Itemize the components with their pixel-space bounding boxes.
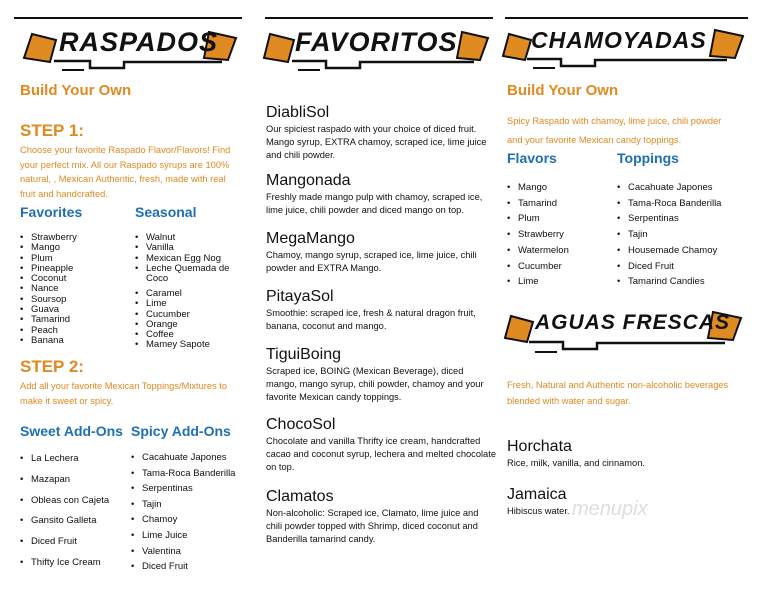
- flavors-heading: Flavors: [507, 150, 557, 166]
- list-item: • Banana: [20, 336, 130, 346]
- chamoyadas-build-heading: Build Your Own: [507, 82, 619, 99]
- seasonal-list-a: [135, 233, 243, 284]
- favorites-heading: Favorites: [20, 204, 83, 220]
- list-item: • Tajin: [617, 227, 747, 243]
- list-item: • Housemade Chamoy: [617, 243, 747, 259]
- list-item: • Plum: [20, 254, 130, 264]
- list-item: • Mamey Sapote: [135, 340, 243, 350]
- list-item: • Walnut: [135, 233, 243, 243]
- menu-item-description: Rice, milk, vanilla, and cinnamon.: [507, 458, 645, 468]
- menu-item: [266, 287, 496, 345]
- menu-item-name: Clamatos: [266, 488, 334, 505]
- list-item: • Tama-Roca Banderilla: [131, 466, 243, 482]
- menu-item: [266, 345, 496, 415]
- chamoyadas-text: Spicy Raspado with chamoy, lime juice, chili powder and your favorite Mexican candy toppings.: [507, 116, 722, 145]
- menu-item-name: PitayaSol: [266, 288, 334, 305]
- flavors-list: [507, 180, 612, 290]
- list-item: • Caramel: [135, 289, 243, 299]
- list-item: • Gansito Galleta: [20, 511, 132, 532]
- menu-item-name: MegaMango: [266, 230, 355, 247]
- menu-item: [266, 171, 496, 229]
- list-item: • Cacahuate Japones: [131, 450, 243, 466]
- list-item: • Leche Quemada de Coco: [135, 264, 243, 285]
- seasonal-list-b: [135, 289, 243, 351]
- top-rule-middle: [265, 17, 493, 19]
- toppings-heading: Toppings: [617, 150, 679, 166]
- sweet-addons-list: [20, 449, 132, 574]
- list-item: • Strawberry: [20, 233, 130, 243]
- menu-item-description: Freshly made mango pulp with chamoy, scraped ice, lime juice, chili powder and diced mango on top.: [266, 192, 483, 215]
- list-item: • Nance: [20, 284, 130, 294]
- list-item: • Thifty Ice Cream: [20, 553, 132, 574]
- list-item: • Cucumber: [507, 259, 612, 275]
- list-item: • Peach: [20, 326, 130, 336]
- list-item: • Mango: [507, 180, 612, 196]
- list-item: • Tamarind Candies: [617, 274, 747, 290]
- list-item: • Cucumber: [135, 310, 243, 320]
- list-item: • Lime: [135, 299, 243, 309]
- watermark: menupix: [572, 498, 648, 520]
- list-item: • Coconut: [20, 274, 130, 284]
- menu-item: [266, 103, 496, 171]
- step1-title: STEP 1:: [20, 121, 84, 140]
- menu-item-name: ChocoSol: [266, 416, 336, 433]
- list-item: • Tajin: [131, 497, 243, 513]
- menu-item: [266, 487, 496, 545]
- list-item: • Plum: [507, 211, 612, 227]
- seasonal-heading: Seasonal: [135, 204, 197, 220]
- spicy-addons-list: [131, 450, 243, 575]
- aguas-frescas-title: AGUAS FRESCAS: [535, 311, 731, 334]
- list-item: • Watermelon: [507, 243, 612, 259]
- list-item: • Lime Juice: [131, 528, 243, 544]
- aguas-intro: Fresh, Natural and Authentic non-alcoholic beverages blended with water and sugar.: [507, 380, 729, 406]
- step2-text: Add all your favorite Mexican Toppings/Mixtures to make it sweet or spicy.: [20, 381, 228, 406]
- menu-item-name: Horchata: [507, 438, 572, 455]
- chamoyadas-banner: [503, 24, 748, 72]
- list-item: • Guava: [20, 305, 130, 315]
- step2-title: STEP 2:: [20, 357, 84, 376]
- list-item: • Strawberry: [507, 227, 612, 243]
- menu-item-name: Mangonada: [266, 172, 351, 189]
- list-item: • Tama-Roca Banderilla: [617, 196, 747, 212]
- list-item: • Pineapple: [20, 264, 130, 274]
- menu-item-description: Our spiciest raspado with your choice of diced fruit. Mango syrup, EXTRA chamoy, scraped ice, lime juice and chili powder.: [266, 124, 487, 160]
- sweet-addons-heading: Sweet Add-Ons: [20, 423, 123, 439]
- list-item: • Vanilla: [135, 243, 243, 253]
- raspados-banner: [14, 24, 244, 72]
- menu-item-description: Hibiscus water.: [507, 506, 570, 516]
- favoritos-banner: [262, 24, 494, 72]
- list-item: • Valentina: [131, 544, 243, 560]
- favoritos-title: FAVORITOS: [295, 27, 458, 57]
- list-item: • Diced Fruit: [617, 259, 747, 275]
- menu-item-description: Chamoy, mango syrup, scraped ice, lime juice, chili powder and EXTRA Mango.: [266, 250, 477, 273]
- list-item: • Mexican Egg Nog: [135, 254, 243, 264]
- favorites-list: [20, 233, 130, 346]
- aguas-frescas-banner: [505, 306, 745, 356]
- list-item: • Diced Fruit: [20, 532, 132, 553]
- spicy-addons-heading: Spicy Add-Ons: [131, 423, 231, 439]
- list-item: • Diced Fruit: [131, 559, 243, 575]
- list-item: • Tamarind: [20, 315, 130, 325]
- menu-item-description: Non-alcoholic: Scraped ice, Clamato, lime juice and chili powder topped with Shrimp, diced coconut and Banderilla tamarind candy.: [266, 508, 479, 544]
- list-item: • Orange: [135, 320, 243, 330]
- menu-item-description: Smoothie: scraped ice, fresh & natural dragon fruit, banana, coconut and mango.: [266, 308, 476, 331]
- list-item: • Mango: [20, 243, 130, 253]
- raspados-build-heading: Build Your Own: [20, 82, 132, 99]
- top-rule-left: [14, 17, 242, 19]
- raspados-title: RASPADOS: [59, 27, 219, 57]
- menu-item-name: Jamaica: [507, 486, 567, 503]
- list-item: • Serpentinas: [131, 481, 243, 497]
- step1-text: Choose your favorite Raspado Flavor/Flavors! Find your perfect mix. All our Raspado syrups are 100% natural, , Mexican Authentic, fresh, made with real fruit and handcrafted.: [20, 145, 231, 199]
- menu-item-name: TiguiBoing: [266, 346, 342, 363]
- toppings-list: [617, 180, 747, 290]
- list-item: • Cacahuate Japones: [617, 180, 747, 196]
- menu-item: [266, 229, 496, 287]
- list-item: • Tamarind: [507, 196, 612, 212]
- menu-item-name: DiabliSol: [266, 104, 330, 121]
- list-item: • Obleas con Cajeta: [20, 491, 132, 512]
- list-item: • Serpentinas: [617, 211, 747, 227]
- favoritos-menu: [266, 103, 496, 545]
- menu-item: [507, 437, 737, 485]
- menu-item: [266, 415, 496, 487]
- list-item: • Coffee: [135, 330, 243, 340]
- chamoyadas-title: CHAMOYADAS: [531, 27, 707, 53]
- top-rule-right: [505, 17, 748, 19]
- list-item: • Lime: [507, 274, 612, 290]
- list-item: • La Lechera: [20, 449, 132, 470]
- menu-item-description: Scraped ice, BOING (Mexican Beverage), diced mango, mango syrup, chili powder, chamoy and your favorite Mexican candy toppings.: [266, 366, 484, 402]
- list-item: • Mazapan: [20, 470, 132, 491]
- list-item: • Chamoy: [131, 512, 243, 528]
- list-item: • Soursop: [20, 295, 130, 305]
- menu-item-description: Chocolate and vanilla Thrifty ice cream, handcrafted cacao and coconut syrup, lechera and melted chocolate on top.: [266, 436, 496, 472]
